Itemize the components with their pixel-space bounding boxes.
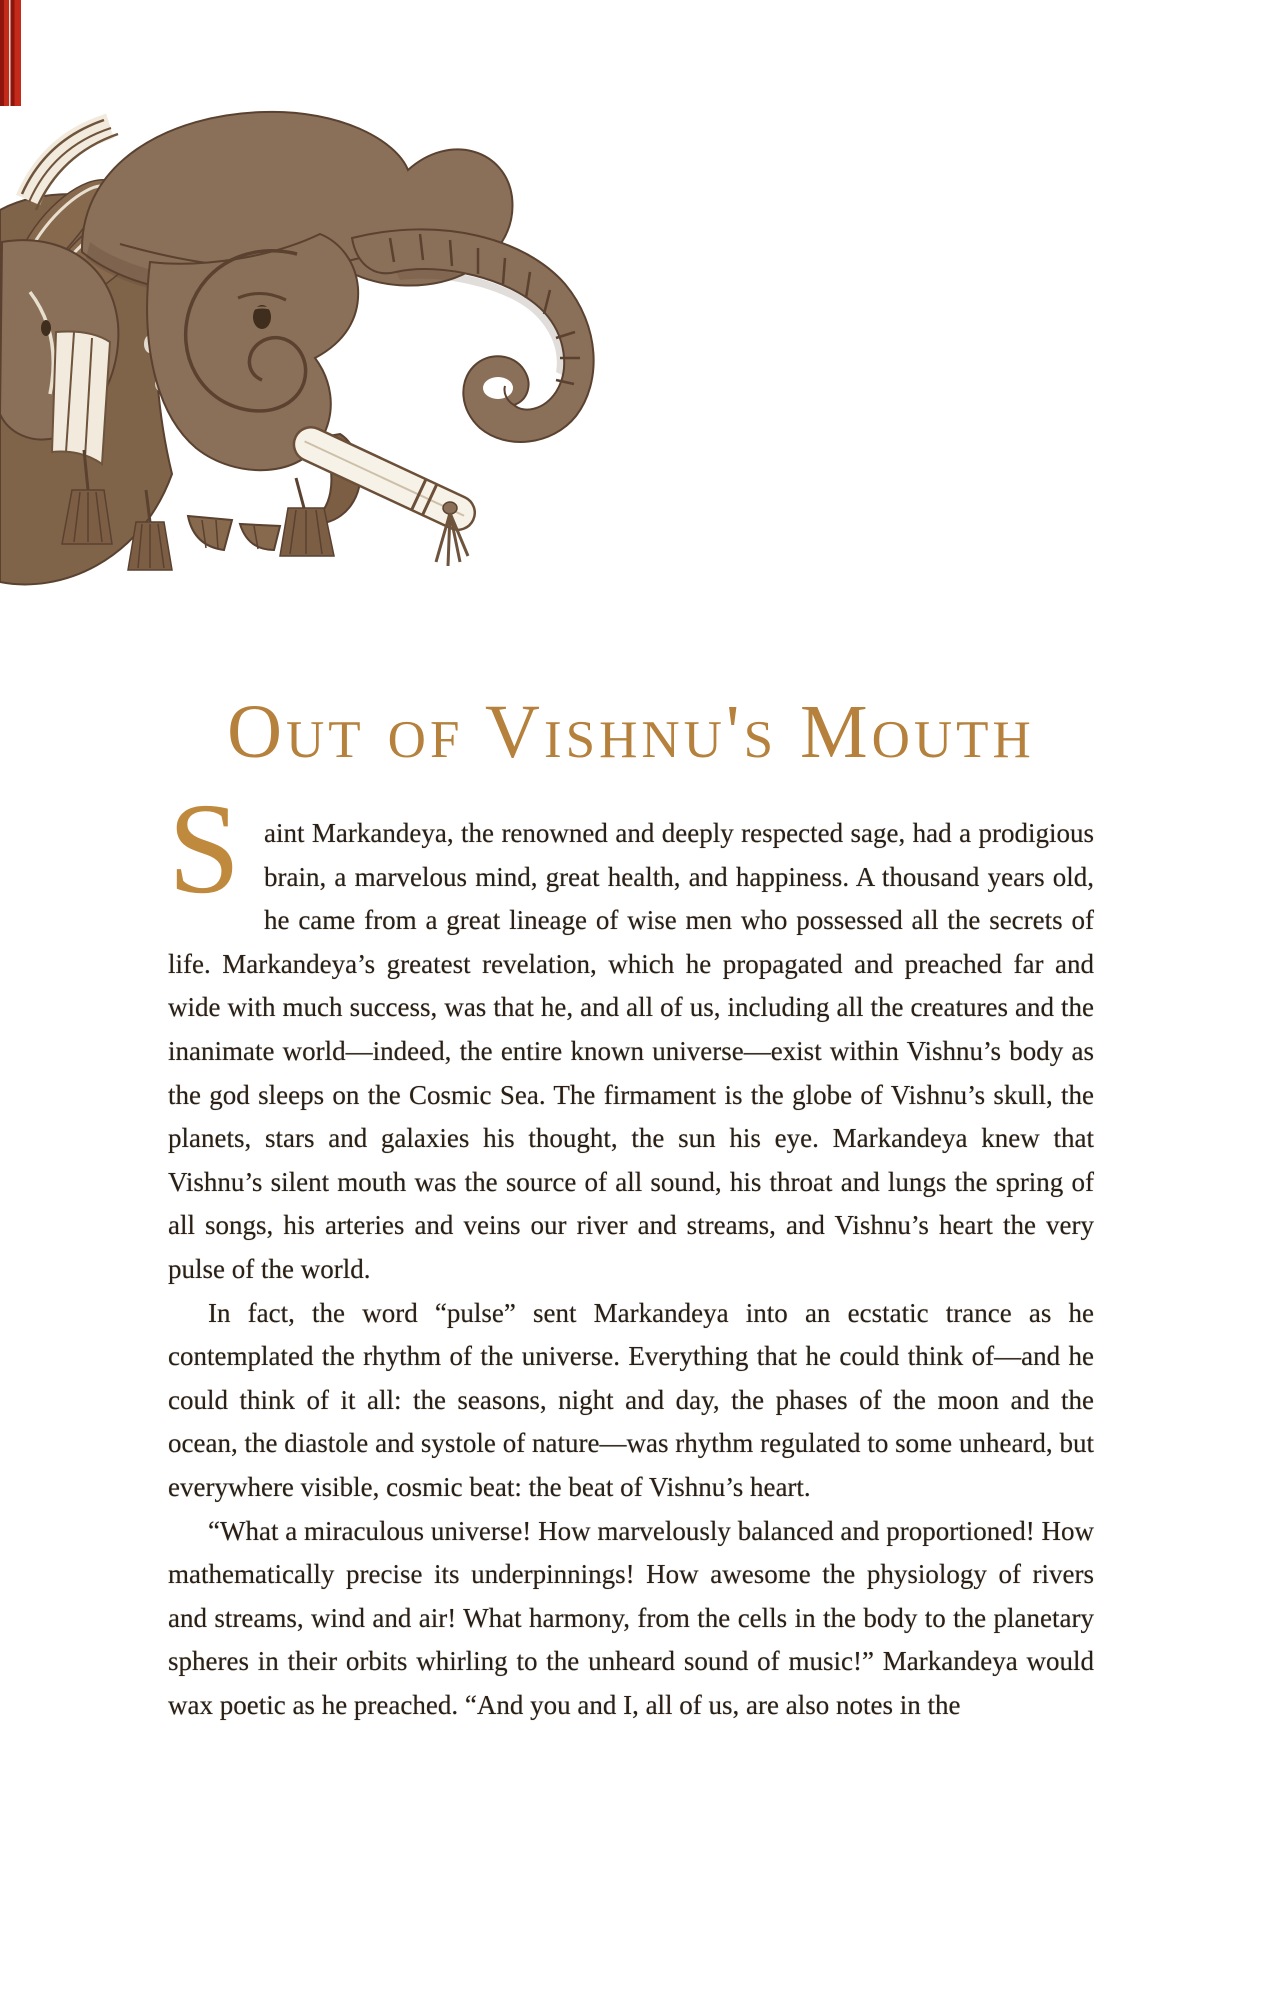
bookmark-ribbon bbox=[0, 0, 21, 106]
drop-cap-spacer bbox=[168, 812, 264, 900]
body-text bbox=[168, 812, 1094, 1727]
paragraph: In fact, the word “pulse” sent Markandeya into an ecstatic trance as he contemplated the rhythm of the universe. Everything that he could think of—and he could think of it all: the seasons, night and day, the phases of the moon and the ocean, the diastole and systole of nature—was rhythm regulated to some unheard, but everywhere visible, cosmic beat: the beat of Vishnu’s heart. bbox=[168, 1297, 1094, 1502]
elephant-drawing-svg bbox=[0, 92, 600, 652]
paragraph: “What a miraculous universe! How marvelously balanced and proportioned! How mathematically precise its underpinnings! How awesome the physiology of rivers and streams, wind and air! What harmony, from the cells in the body to the planetary spheres in their orbits whirling to the unheard sound of music!” Markandeya would wax poetic as he preached. “And you and I, all of us, are also notes in the bbox=[168, 1515, 1094, 1720]
paragraph: aint Markandeya, the renowned and deeply respected sage, had a prodigious brain, a marvelous mind, great health, and happiness. A thousand years old, he came from a great lineage of wise men who possessed all the secrets of life. Markandeya’s greatest revelation, which he propagated and preached far and wide with much success, was that he, and all of us, including all the creatures and the inanimate world—indeed, the entire known universe—exist within Vishnu’s body as the god sleeps on the Cosmic Sea. The firmament is the globe of Vishnu’s skull, the planets, stars and galaxies his thought, the sun his eye. Markandeya knew that Vishnu’s silent mouth was the source of all sound, his throat and lungs the spring of all songs, his arteries and veins our river and streams, and Vishnu’s heart the very pulse of the world. bbox=[168, 812, 1094, 1292]
drop-cap: S bbox=[168, 777, 241, 921]
elephant-illustration bbox=[0, 92, 600, 652]
chapter-title: Out of Vishnu's Mouth bbox=[227, 690, 1035, 774]
